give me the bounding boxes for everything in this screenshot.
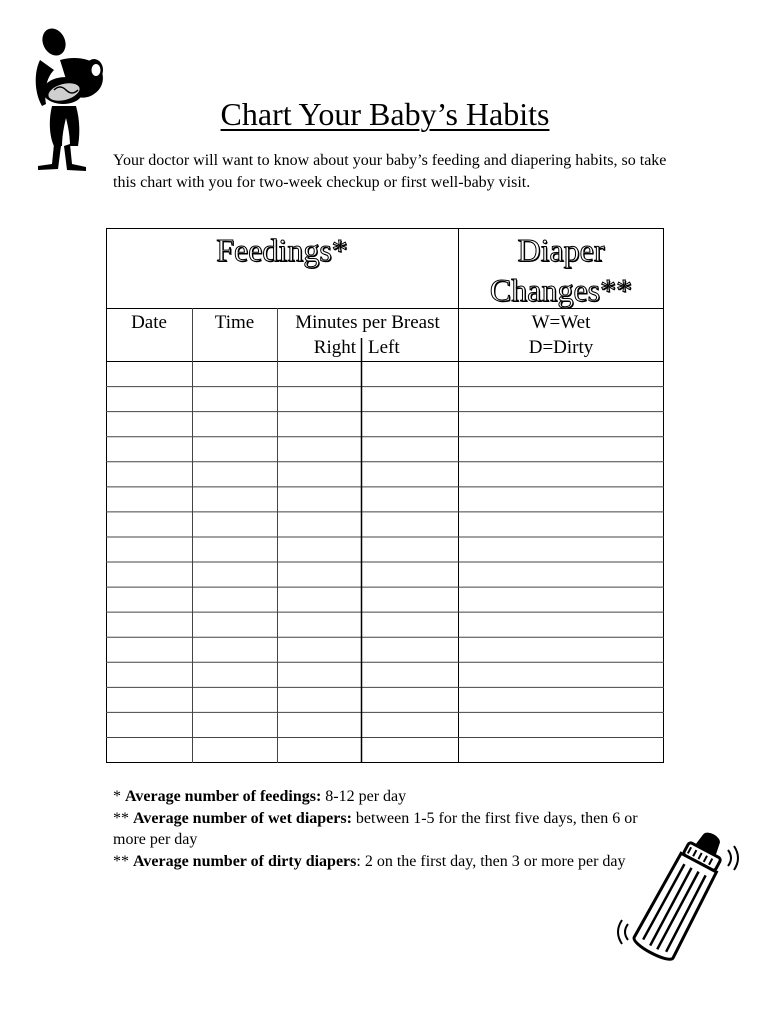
note-text: : 2 on the first day, then 3 or more per day bbox=[356, 852, 626, 870]
legend-wet-label: W=Wet bbox=[531, 312, 591, 333]
feedings-header: Feedings* bbox=[216, 232, 348, 268]
note-label: Average number of feedings: bbox=[125, 788, 322, 805]
note-marker: ** bbox=[113, 852, 133, 870]
parent-holding-baby-icon bbox=[30, 26, 112, 174]
intro-paragraph: Your doctor will want to know about your baby’s feeding and diapering habits, so take this chart with you for two-week checkup or first well-baby visit. bbox=[113, 152, 667, 191]
diaper-header-line2: Changes** bbox=[489, 272, 633, 308]
note-dirty-diapers bbox=[113, 851, 673, 873]
col-right-label: Right bbox=[313, 337, 356, 358]
note-label: Average number of wet diapers: bbox=[133, 809, 352, 827]
note-label: Average number of dirty diapers bbox=[133, 852, 357, 870]
note-text: between 1-5 for the first five days, then 6 or more per day bbox=[113, 809, 638, 848]
row-lines bbox=[106, 387, 664, 738]
col-date-label: Date bbox=[131, 312, 167, 333]
note-text: 8-12 per day bbox=[321, 788, 407, 805]
note-marker: ** bbox=[113, 809, 133, 827]
page-title: Chart Your Baby’s Habits bbox=[220, 96, 550, 132]
col-time-label: Time bbox=[214, 312, 255, 333]
col-lines bbox=[193, 308, 362, 763]
note-wet-diapers bbox=[113, 808, 673, 851]
col-left-label: Left bbox=[368, 337, 400, 358]
note-marker: * bbox=[113, 788, 125, 805]
legend-dirty-label: D=Dirty bbox=[528, 337, 594, 358]
baby-bottle-icon bbox=[610, 828, 750, 968]
col-minutes-label: Minutes per Breast bbox=[295, 312, 440, 333]
footnotes bbox=[113, 786, 673, 872]
note-feedings bbox=[113, 786, 673, 808]
diaper-header-line1: Diaper bbox=[517, 232, 605, 268]
